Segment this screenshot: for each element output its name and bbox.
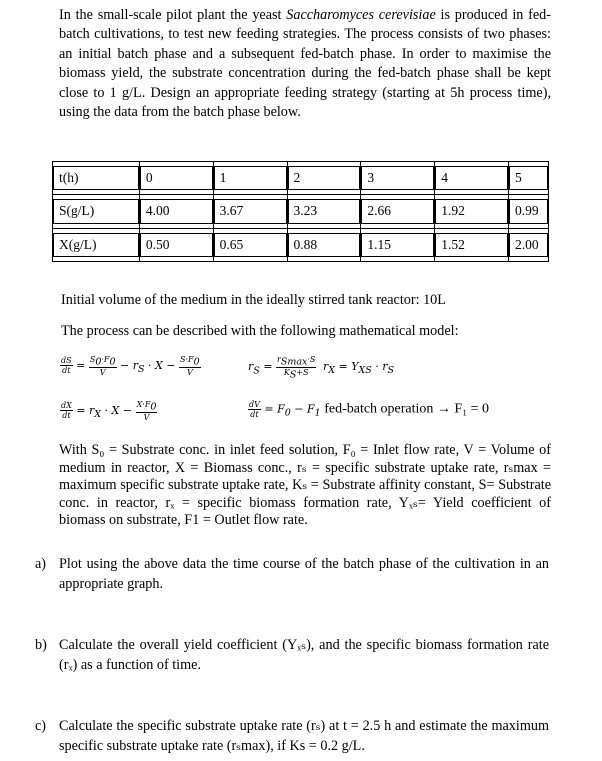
table-cell: 1.52 xyxy=(435,228,509,261)
table-cell: 0.88 xyxy=(287,228,361,261)
table-cell: 2 xyxy=(287,162,361,195)
intro-text-2: is produced in fed-batch cultivations, to test new feeding strategies. The process consists of two phases: an initial batch phase and a subsequent fed-batch phase. In order to maximise the biomass yield, the substrate concentration during the fed-batch phase shall be kept close to 1 g/L. Design an appropriate feeding strategy (starting at 5h process time), using the data from the batch phase below. xyxy=(59,7,551,121)
table-cell: 0 xyxy=(139,162,213,195)
table-cell: 5 xyxy=(509,162,549,195)
definitions-paragraph: With S₀ = Substrate conc. in inlet feed solution, F₀ = Inlet flow rate, V = Volume of medium in reactor, X = Biomass conc., rₛ = specific substrate uptake rate, rₛmax = maximum specific substrate uptake rate, Kₛ = Substrate affinity constant, S= Substrate conc. in reactor, rₓ = specific biomass formation rate, Yₓₛ= Yield coefficient of biomass on substrate, F1 = Outlet flow rate. xyxy=(59,442,551,528)
table-cell: 1 xyxy=(213,162,287,195)
table-cell: 4 xyxy=(435,162,509,195)
table-cell: 0.65 xyxy=(213,228,287,261)
question-b-label: b) xyxy=(35,637,47,653)
row-label: X(g/L) xyxy=(53,228,140,261)
table-cell: 3 xyxy=(361,162,435,195)
table-cell: 0.99 xyxy=(509,195,549,228)
fedbatch-label: fed-batch operation xyxy=(324,401,434,417)
f1-zero: F₁ = 0 xyxy=(454,401,489,417)
equation-rs: $r_S$ = $\frac{r_{Smax}\cdot S}{K_S+S}$ xyxy=(248,355,316,381)
question-c-label: c) xyxy=(35,718,47,734)
equation-dv-dt: $\frac{dV}{dt}$ = $F_0 - F_1$ fed-batch operation → F₁ = 0 xyxy=(249,400,489,419)
volume-text: Initial volume of the medium in the ideally stirred tank reactor: 10L xyxy=(61,292,446,308)
species-name: Saccharomyces cerevisiae xyxy=(286,7,436,23)
table-cell: 3.67 xyxy=(213,195,287,228)
equation-dx-dt: $\frac{dX}{dt}$ = $r_X \cdot X$ − $\frac{X\cdot F_0}{V}$ xyxy=(61,400,157,422)
table-row xyxy=(53,228,549,261)
model-text: The process can be described with the following mathematical model: xyxy=(61,323,459,339)
table-cell: 1.15 xyxy=(361,228,435,261)
batch-data-table xyxy=(52,161,549,262)
equation-ds-dt: $\frac{dS}{dt}$ = $\frac{S_0\cdot F_0}{V}$ − $r_S \cdot X$ − $\frac{S\cdot F_0}{V}$ xyxy=(61,355,200,377)
question-a-label: a) xyxy=(35,556,47,572)
row-label: S(g/L) xyxy=(53,195,140,228)
table-cell: 1.92 xyxy=(435,195,509,228)
question-a-text: Plot using the above data the time course of the batch phase of the cultivation in an appropriate graph. xyxy=(59,556,549,592)
table-cell: 4.00 xyxy=(139,195,213,228)
table-cell: 3.23 xyxy=(287,195,361,228)
table-cell: 2.66 xyxy=(361,195,435,228)
table-row xyxy=(53,162,549,195)
question-b-text: Calculate the overall yield coefficient (Yₓₛ), and the specific biomass formation rate (rₓ) as a function of time. xyxy=(59,637,549,673)
table-cell: 2.00 xyxy=(509,228,549,261)
equation-rx: $r_X = Y_{XS} \cdot r_S$ xyxy=(323,360,395,377)
question-c-text: Calculate the specific substrate uptake rate (rₛ) at t = 2.5 h and estimate the maximum specific substrate uptake rate (rₛmax), if Ks = 0.2 g/L. xyxy=(59,718,549,754)
row-label: t(h) xyxy=(53,162,140,195)
table-cell: 0.50 xyxy=(139,228,213,261)
intro-paragraph xyxy=(59,6,551,122)
table-row xyxy=(53,195,549,228)
intro-text-1: In the small-scale pilot plant the yeast xyxy=(59,7,287,23)
